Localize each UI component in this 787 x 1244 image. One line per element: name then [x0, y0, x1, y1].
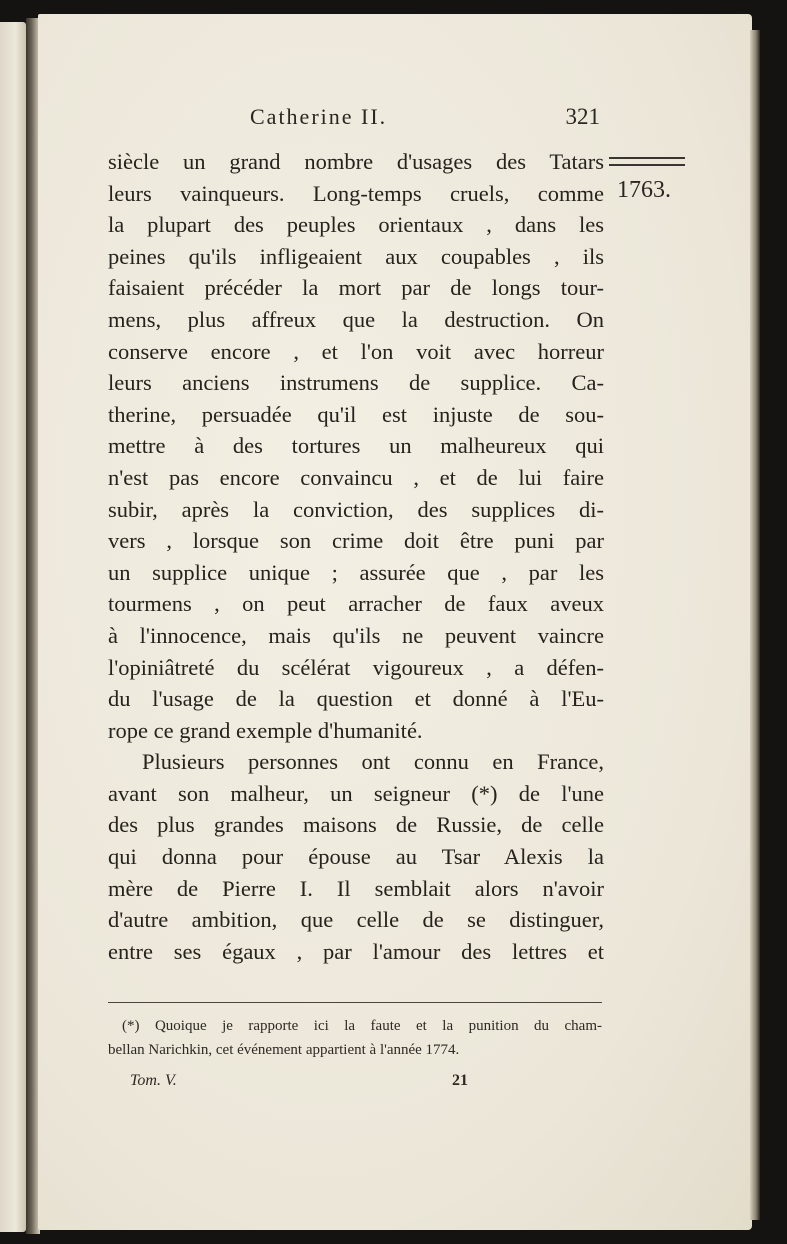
signature-line [130, 1072, 530, 1090]
text-line: siècle un grand nombre d'usages des Tatars [108, 149, 604, 174]
text-line: qui donna pour épouse au Tsar Alexis la [108, 844, 604, 870]
text-line: leurs anciens instrumens de supplice. Ca- [108, 370, 604, 396]
adjacent-page-edge [0, 22, 26, 1232]
text-line: à l'innocence, mais qu'ils ne peuvent vaincre [108, 622, 604, 648]
footnote-line: (*) Quoique je rapporte ici la faute et la punition du cham- [122, 1018, 602, 1034]
footnote [108, 1014, 602, 1062]
text-line: un supplice unique ; assurée que , par les [108, 559, 604, 585]
footnote-rule [108, 1002, 602, 1003]
running-head [250, 104, 610, 130]
text-line: n'est pas encore convaincu , et de lui faire [108, 464, 604, 490]
text-line: d'autre ambition, que celle de se distinguer, [108, 907, 604, 933]
text-line: conserve encore , et l'on voit avec horreur [108, 338, 604, 364]
footnote-line: bellan Narichkin, cet événement appartient à l'année 1774. [108, 1042, 460, 1058]
text-line: avant son malheur, un seigneur (*) de l'une [108, 780, 604, 806]
margin-rule [609, 157, 685, 166]
body-text [108, 146, 604, 967]
margin-year: 1763. [617, 177, 671, 203]
text-line: leurs vainqueurs. Long-temps cruels, comme [108, 180, 604, 206]
text-line: l'opiniâtreté du scélérat vigoureux , a défen- [108, 654, 604, 680]
signature-mark: 21 [452, 1072, 468, 1089]
running-title: Catherine II. [250, 104, 388, 129]
text-line: entre ses égaux , par l'amour des lettres et [108, 938, 604, 964]
text-line: la plupart des peuples orientaux , dans les [108, 212, 604, 238]
text-line: rope ce grand exemple d'humanité. [108, 717, 423, 743]
text-line: mettre à des tortures un malheureux qui [108, 433, 604, 459]
page-number: 321 [565, 104, 600, 129]
text-line: subir, après la conviction, des supplices di- [108, 496, 604, 522]
text-line: Plusieurs personnes ont connu en France, [142, 749, 604, 775]
text-line: therine, persuadée qu'il est injuste de sou- [108, 401, 604, 427]
page-fore-edge [750, 30, 760, 1220]
text-line: vers , lorsque son crime doit être puni par [108, 528, 604, 554]
text-line: du l'usage de la question et donné à l'Eu- [108, 686, 604, 712]
text-line: faisaient précéder la mort par de longs tour- [108, 275, 604, 301]
text-line: des plus grandes maisons de Russie, de celle [108, 812, 604, 838]
volume-mark: Tom. V. [130, 1072, 177, 1089]
text-line: tourmens , on peut arracher de faux aveux [108, 591, 604, 617]
text-line: peines qu'ils infligeaient aux coupables , ils [108, 243, 604, 269]
text-line: mens, plus affreux que la destruction. On [108, 306, 604, 332]
text-line: mère de Pierre I. Il semblait alors n'avoir [108, 875, 604, 901]
